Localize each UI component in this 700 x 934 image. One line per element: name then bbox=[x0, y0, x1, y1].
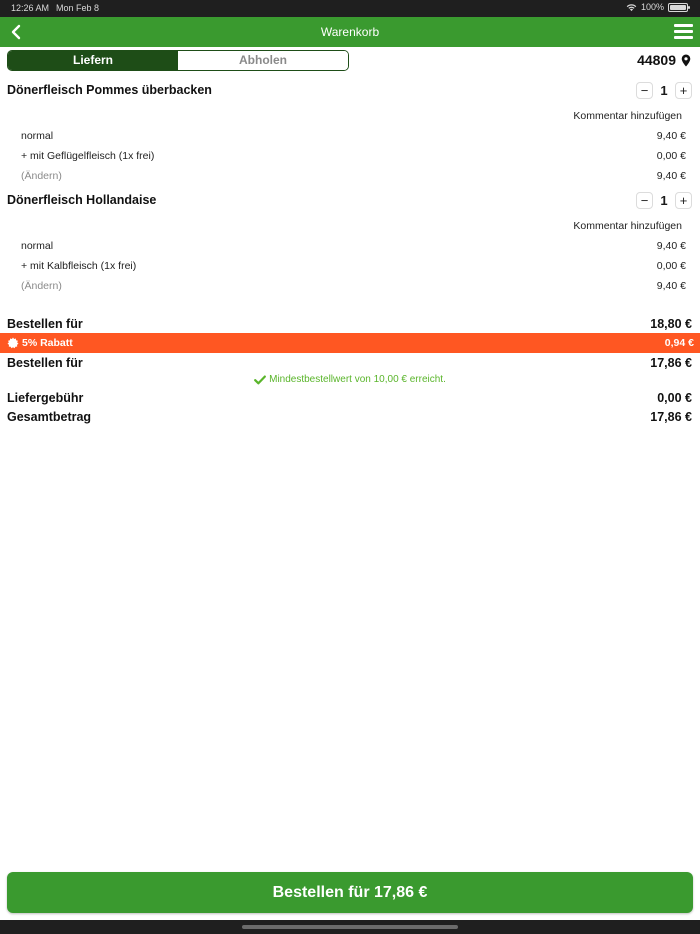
delivery-mode-toggle bbox=[7, 50, 349, 71]
status-date: Mon Feb 8 bbox=[56, 3, 100, 13]
item-change-row bbox=[21, 170, 686, 182]
plus-icon: + bbox=[679, 193, 688, 208]
wifi-icon bbox=[626, 3, 637, 12]
quantity-value: 1 bbox=[660, 83, 668, 98]
battery-percent: 100% bbox=[640, 2, 664, 12]
decrease-button[interactable] bbox=[636, 82, 653, 99]
hamburger-menu-icon bbox=[674, 24, 693, 27]
option-price: 9,40 € bbox=[656, 240, 686, 252]
nav-bar bbox=[0, 17, 700, 47]
discount-left bbox=[7, 337, 73, 349]
subtotal-row bbox=[7, 317, 692, 331]
order-button[interactable]: Bestellen für 17,86 € bbox=[7, 872, 693, 913]
subtotal-label: Bestellen für bbox=[7, 317, 83, 331]
menu-button[interactable] bbox=[674, 24, 693, 39]
increase-button[interactable] bbox=[675, 192, 692, 209]
discount-label: 5% Rabatt bbox=[22, 337, 73, 349]
tab-liefern[interactable]: Liefern bbox=[8, 51, 178, 70]
change-link[interactable]: (Ändern) bbox=[21, 170, 62, 182]
zip-location[interactable] bbox=[637, 52, 691, 68]
after-discount-row bbox=[7, 356, 692, 370]
status-right bbox=[626, 2, 688, 12]
after-discount-label: Bestellen für bbox=[7, 356, 83, 370]
item-price: 9,40 € bbox=[656, 170, 686, 182]
after-discount-value: 17,86 € bbox=[650, 356, 692, 370]
add-comment-link[interactable]: Kommentar hinzufügen bbox=[573, 110, 682, 122]
total-label: Gesamtbetrag bbox=[7, 410, 92, 424]
home-indicator[interactable] bbox=[242, 925, 458, 929]
option-price: 9,40 € bbox=[656, 130, 686, 142]
item-option-row bbox=[21, 240, 686, 252]
delivery-fee-value: 0,00 € bbox=[657, 391, 692, 405]
decrease-button[interactable] bbox=[636, 192, 653, 209]
quantity-stepper bbox=[636, 82, 692, 99]
option-label: + mit Kalbfleisch (1x frei) bbox=[21, 260, 137, 272]
battery-icon bbox=[668, 3, 688, 12]
option-label: normal bbox=[21, 240, 54, 252]
item-option-row bbox=[21, 130, 686, 142]
home-bar bbox=[0, 920, 700, 934]
minus-icon: − bbox=[640, 193, 649, 208]
badge-icon bbox=[7, 337, 19, 349]
discount-banner bbox=[0, 333, 700, 353]
status-time: 12:26 AM bbox=[11, 3, 50, 13]
min-order-text: Mindestbestellwert von 10,00 € erreicht. bbox=[269, 374, 446, 385]
item-option-row bbox=[21, 260, 686, 272]
increase-button[interactable] bbox=[675, 82, 692, 99]
option-price: 0,00 € bbox=[656, 150, 686, 162]
tab-abholen[interactable]: Abholen bbox=[178, 51, 348, 70]
plus-icon: + bbox=[679, 83, 688, 98]
page-title: Warenkorb bbox=[320, 25, 380, 39]
discount-value: 0,94 € bbox=[664, 337, 694, 349]
option-price: 0,00 € bbox=[656, 260, 686, 272]
status-bar bbox=[0, 0, 700, 17]
item-change-row bbox=[21, 280, 686, 292]
quantity-value: 1 bbox=[660, 193, 668, 208]
quantity-stepper bbox=[636, 192, 692, 209]
option-label: normal bbox=[21, 130, 54, 142]
delivery-fee-label: Liefergebühr bbox=[7, 391, 84, 405]
location-pin-icon bbox=[681, 54, 691, 67]
item-price: 9,40 € bbox=[656, 280, 686, 292]
cart-item-title: Dönerfleisch Hollandaise bbox=[7, 193, 157, 207]
add-comment-link[interactable]: Kommentar hinzufügen bbox=[573, 220, 682, 232]
option-label: + mit Geflügelfleisch (1x frei) bbox=[21, 150, 155, 162]
change-link[interactable]: (Ändern) bbox=[21, 280, 62, 292]
minus-icon: − bbox=[640, 83, 649, 98]
cart-item-title: Dönerfleisch Pommes überbacken bbox=[7, 83, 212, 97]
total-row bbox=[7, 410, 692, 424]
delivery-fee-row bbox=[7, 391, 692, 405]
zip-code: 44809 bbox=[637, 52, 676, 68]
checkmark-icon bbox=[254, 375, 266, 385]
item-option-row bbox=[21, 150, 686, 162]
min-order-note bbox=[0, 374, 700, 385]
total-value: 17,86 € bbox=[650, 410, 692, 424]
subtotal-value: 18,80 € bbox=[650, 317, 692, 331]
